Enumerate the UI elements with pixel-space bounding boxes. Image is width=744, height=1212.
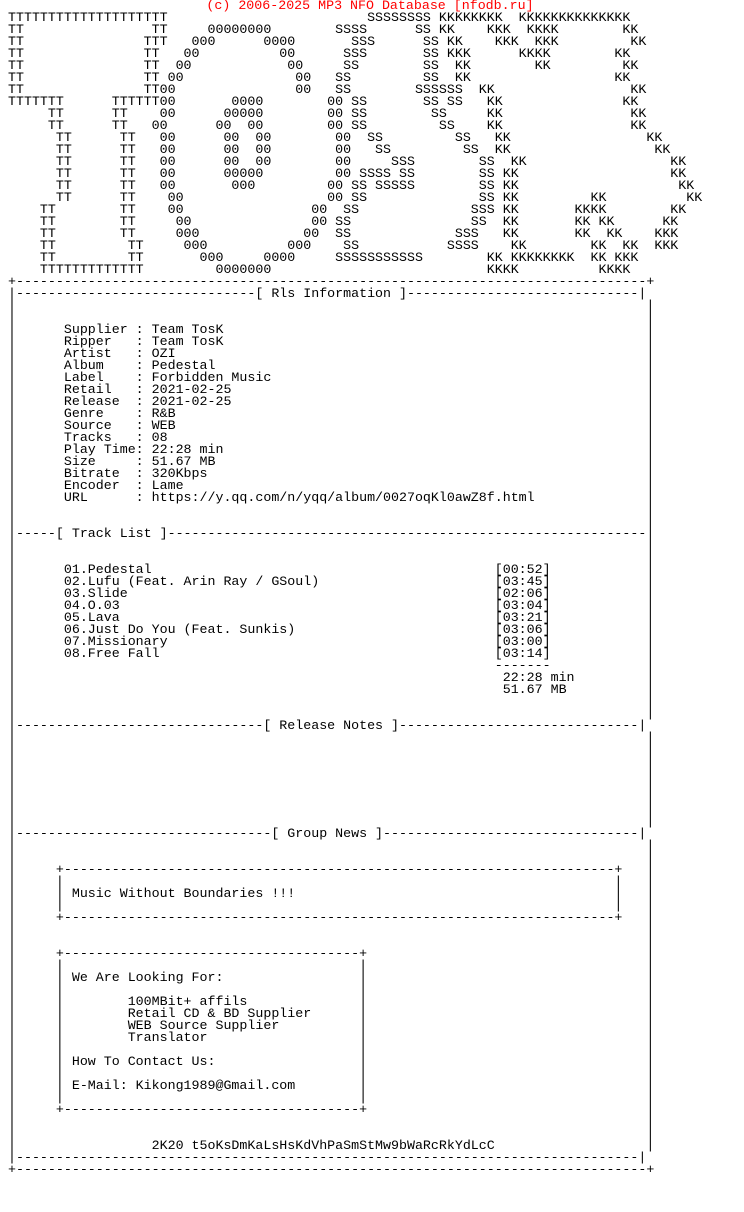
nfo-line: | |	[8, 766, 655, 781]
nfo-line: TT TT 000 0000 SSSSSSSSSSS KK KKKKKKKK KK KKK	[8, 250, 639, 265]
nfo-line: | |	[8, 514, 655, 529]
nfo-line: | 22:28 min |	[8, 670, 655, 685]
nfo-line: | |	[8, 502, 655, 517]
nfo-line: | | We Are Looking For: | |	[8, 970, 655, 985]
nfo-line: TT TT 000 000 SS SSSS KK KK KK KKK	[8, 238, 679, 253]
nfo-line: | Source : WEB |	[8, 418, 655, 433]
nfo-line: | | | |	[8, 898, 655, 913]
nfo-line: | |	[8, 814, 655, 829]
nfo-line: | |	[8, 1114, 655, 1129]
nfo-line: | |	[8, 934, 655, 949]
nfo-line: | |	[8, 538, 655, 553]
nfo-line: | | | |	[8, 958, 655, 973]
nfo-line: | Album : Pedestal |	[8, 358, 655, 373]
nfo-line: | Genre : R&B |	[8, 406, 655, 421]
nfo-line: | Ripper : Team TosK |	[8, 334, 655, 349]
nfo-line: | 05.Lava [03:21] |	[8, 610, 655, 625]
nfo-line: TT TT 00 00 SSS SS KKK KKKK KK	[8, 46, 631, 61]
nfo-line: | |	[8, 550, 655, 565]
nfo-line: | |	[8, 790, 655, 805]
nfo-line: | 2K20 t5oKsDmKaLsHsKdVhPaSmStMw9bWaRcRkYdLcC |	[8, 1138, 655, 1153]
nfo-line: | |	[8, 838, 655, 853]
nfo-line: | |	[8, 730, 655, 745]
nfo-line: +-------------------------------------------------------------------------------+	[8, 274, 655, 289]
nfo-line: | +---------------------------------------------------------------------+ |	[8, 910, 655, 925]
nfo-line: | | | |	[8, 1066, 655, 1081]
nfo-line: |------------------------------------------------------------------------------|	[8, 1150, 647, 1165]
nfo-line: | | Retail CD & BD Supplier | |	[8, 1006, 655, 1021]
nfo-line: | Size : 51.67 MB |	[8, 454, 655, 469]
nfo-line: TT TT 00 00 SS SS KK KK KK	[8, 190, 703, 205]
nfo-line: | Encoder : Lame |	[8, 478, 655, 493]
nfo-line: | | 100MBit+ affils | |	[8, 994, 655, 1009]
nfo-line: TT TT 00 00 SS SS KK KK KK	[8, 58, 639, 73]
copyright-header: (c) 2006-2025 MP3 NFO Database [nfodb.ru]	[206, 0, 534, 13]
nfo-line: |--------------------------------[ Group News ]--------------------------------|	[8, 826, 647, 841]
nfo-text	[8, 12, 744, 1176]
nfo-line: TTTTTTTTTTTTTTTTTTTT SSSSSSSS KKKKKKKK KKKKKKKKKKKKKK	[8, 10, 631, 25]
nfo-line: TT TT 00 00000 00 SSSS SS SS KK KK	[8, 166, 687, 181]
nfo-line: | | | |	[8, 1042, 655, 1057]
nfo-line: | 04.O.03 [03:04] |	[8, 598, 655, 613]
nfo-line: | +---------------------------------------------------------------------+ |	[8, 862, 655, 877]
nfo-line: |-----[ Track List ]------------------------------------------------------------|	[8, 526, 655, 541]
nfo-line: | Label : Forbidden Music |	[8, 370, 655, 385]
nfo-line: | Supplier : Team TosK |	[8, 322, 655, 337]
nfo-line: | | | |	[8, 874, 655, 889]
nfo-line: TT TT 00000000 SSSS SS KK KKK KKKK KK	[8, 22, 639, 37]
nfo-line: | | Music Without Boundaries !!! | |	[8, 886, 655, 901]
nfo-line: | | WEB Source Supplier | |	[8, 1018, 655, 1033]
nfo-line: | Tracks : 08 |	[8, 430, 655, 445]
nfo-line: TT TT 000 00 SS SSS KK KK KK KKK	[8, 226, 679, 241]
nfo-line: | |	[8, 778, 655, 793]
nfo-line: | |	[8, 850, 655, 865]
nfo-line: |------------------------------[ Rls Information ]-----------------------------|	[8, 286, 647, 301]
nfo-line: | 06.Just Do You (Feat. Sunkis) [03:06] |	[8, 622, 655, 637]
nfo-line: TT TT 00 00 00 00 SS SS KK KK	[8, 142, 671, 157]
nfo-line: TT TT00 00 SS SSSSSS KK KK	[8, 82, 647, 97]
nfo-line: | Retail : 2021-02-25 |	[8, 382, 655, 397]
nfo-line: | |	[8, 802, 655, 817]
nfo-line: TT TT 00 00 00 00 SSS SS KK KK	[8, 154, 687, 169]
nfo-line: | | Translator | |	[8, 1030, 655, 1045]
nfo-line: | 51.67 MB |	[8, 682, 655, 697]
nfo-line: TTTTTTTTTTTTT 0000000 KKKK KKKK	[8, 262, 631, 277]
nfo-line: | 02.Lufu (Feat. Arin Ray / GSoul) [03:45] |	[8, 574, 655, 589]
nfo-line: | |	[8, 922, 655, 937]
nfo-line: TT TT 00 00 00 00 SS SS KK KK	[8, 118, 647, 133]
nfo-line: | Release : 2021-02-25 |	[8, 394, 655, 409]
nfo-line: TT TT 00 00 SS SS KK KK	[8, 70, 631, 85]
nfo-line: | | | |	[8, 982, 655, 997]
nfo-line: | |	[8, 754, 655, 769]
nfo-line: | +-------------------------------------+ |	[8, 1102, 655, 1117]
nfo-line: | |	[8, 310, 655, 325]
nfo-line: |-------------------------------[ Release Notes ]------------------------------|	[8, 718, 647, 733]
nfo-line: | 08.Free Fall [03:14] |	[8, 646, 655, 661]
nfo-line: | ------- |	[8, 658, 655, 673]
nfo-line: | Artist : OZI |	[8, 346, 655, 361]
nfo-line: | |	[8, 694, 655, 709]
nfo-line: | Bitrate : 320Kbps |	[8, 466, 655, 481]
nfo-line: | | | |	[8, 1090, 655, 1105]
nfo-line: TT TTT 000 0000 SSS SS KK KKK KKK KK	[8, 34, 647, 49]
nfo-line: | URL : https://y.qq.com/n/yqq/album/0027oqKl0awZ8f.html |	[8, 490, 655, 505]
nfo-line: TT TT 00 000 00 SS SSSSS SS KK KK	[8, 178, 695, 193]
nfo-line: | Play Time: 22:28 min |	[8, 442, 655, 457]
nfo-line: +-------------------------------------------------------------------------------+	[8, 1162, 655, 1177]
nfo-line: TTTTTTT TTTTTT00 0000 00 SS SS SS KK KK	[8, 94, 639, 109]
nfo-line: | 03.Slide [02:06] |	[8, 586, 655, 601]
nfo-line: | 01.Pedestal [00:52] |	[8, 562, 655, 577]
nfo-line: | |	[8, 742, 655, 757]
nfo-line: TT TT 00 00 SS SSS KK KKKK KK	[8, 202, 687, 217]
nfo-line: | | E-Mail: Kikong1989@Gmail.com | |	[8, 1078, 655, 1093]
nfo-line: | |	[8, 706, 655, 721]
nfo-line: | |	[8, 1126, 655, 1141]
nfo-line: | 07.Missionary [03:00] |	[8, 634, 655, 649]
nfo-line: | | How To Contact Us: | |	[8, 1054, 655, 1069]
nfo-line: | +-------------------------------------+ |	[8, 946, 655, 961]
nfo-viewer	[8, 0, 744, 1176]
nfo-line: TT TT 00 00 00 00 SS SS KK KK	[8, 130, 663, 145]
nfo-line: | |	[8, 298, 655, 313]
nfo-line: TT TT 00 00000 00 SS SS KK KK	[8, 106, 647, 121]
nfo-line: TT TT 00 00 SS SS KK KK KK KK	[8, 214, 679, 229]
